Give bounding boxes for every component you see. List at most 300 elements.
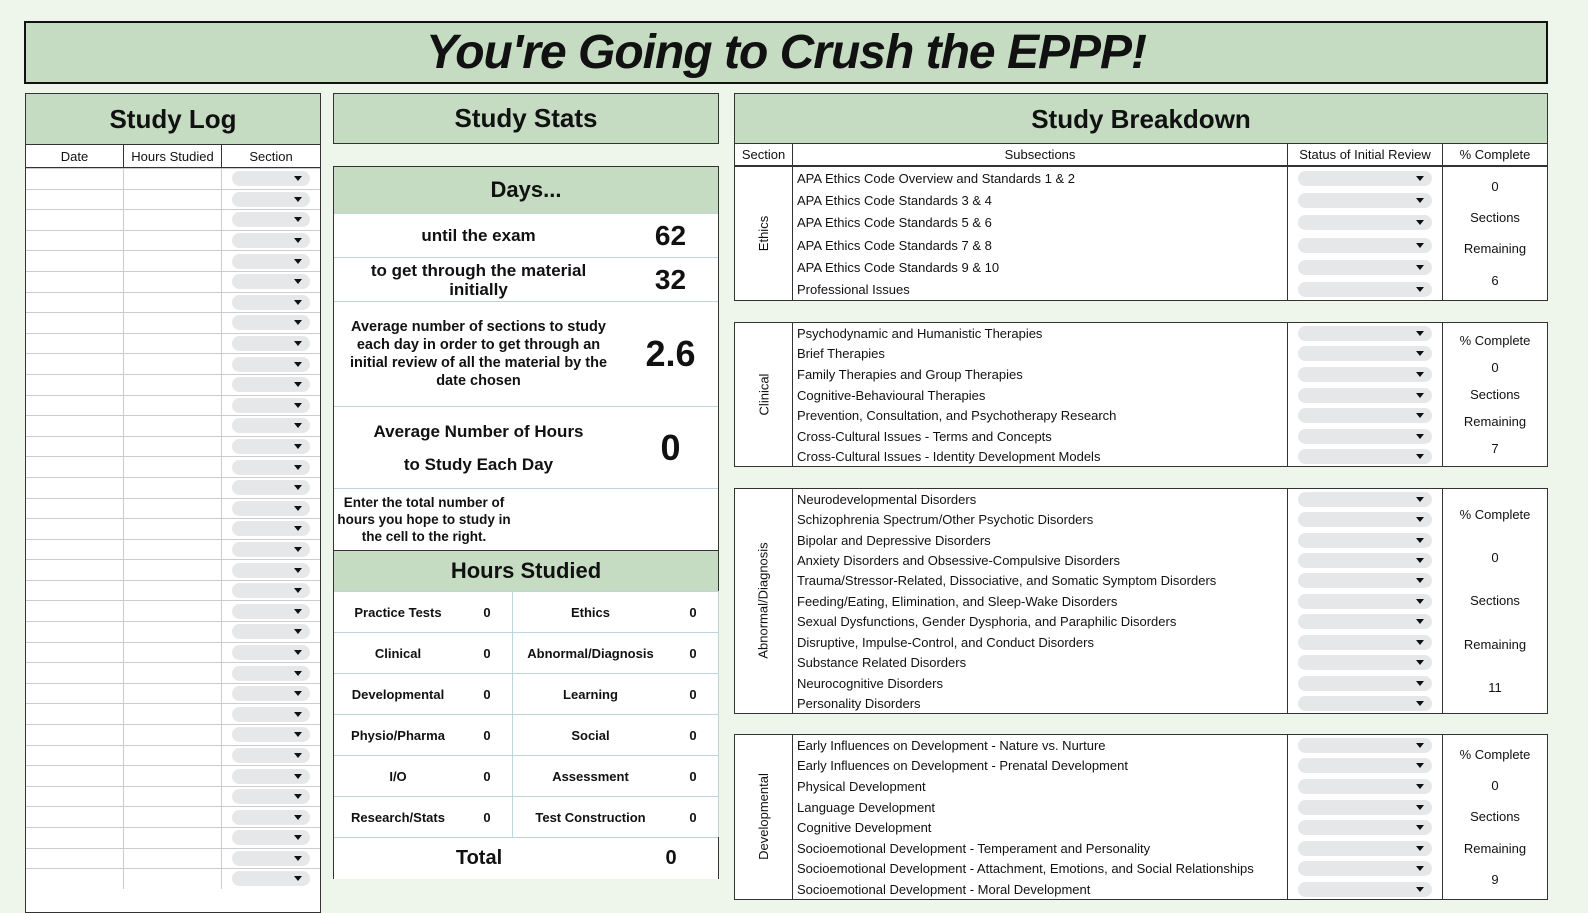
status-cell xyxy=(1288,323,1442,344)
status-cell xyxy=(1288,167,1442,189)
section-cell xyxy=(222,581,320,601)
date-cell[interactable] xyxy=(26,601,124,621)
subsection-item: APA Ethics Code Standards 7 & 8 xyxy=(797,237,992,253)
hours-cell[interactable] xyxy=(124,540,222,560)
percent-complete-cell xyxy=(1443,167,1547,300)
remaining-label: Remaining xyxy=(1463,636,1527,652)
section-dropdown[interactable] xyxy=(232,480,310,495)
section-cell xyxy=(222,396,320,416)
date-cell[interactable] xyxy=(26,457,124,477)
section-dropdown[interactable] xyxy=(232,871,310,886)
hours-category-label: Clinical xyxy=(374,645,422,661)
status-dropdown[interactable] xyxy=(1298,553,1432,568)
subsection-item: Cognitive-Behavioural Therapies xyxy=(797,387,986,403)
section-cell xyxy=(222,766,320,786)
column-hours-studied: Hours Studied xyxy=(124,145,222,167)
table-row xyxy=(26,868,320,889)
date-cell[interactable] xyxy=(26,416,124,436)
status-dropdown[interactable] xyxy=(1298,614,1432,629)
hours-cell[interactable] xyxy=(124,416,222,436)
section-dropdown[interactable] xyxy=(232,707,310,722)
status-dropdown[interactable] xyxy=(1298,676,1432,691)
section-dropdown[interactable] xyxy=(232,645,310,660)
status-cell xyxy=(1288,489,1442,509)
pct-label: % Complete xyxy=(1459,507,1531,523)
section-label: Ethics xyxy=(756,215,771,252)
status-cell xyxy=(1288,405,1442,426)
subsection-item: Sexual Dysfunctions, Gender Dysphoria, and Paraphilic Disorders xyxy=(797,614,1177,630)
section-dropdown[interactable] xyxy=(232,501,310,516)
table-row xyxy=(26,292,320,313)
date-cell[interactable] xyxy=(26,396,124,416)
status-dropdown[interactable] xyxy=(1298,171,1432,186)
status-cell xyxy=(1288,571,1442,591)
status-cell xyxy=(1288,509,1442,529)
status-dropdown[interactable] xyxy=(1298,492,1432,507)
section-dropdown[interactable] xyxy=(232,171,310,186)
section-dropdown[interactable] xyxy=(232,295,310,310)
section-dropdown[interactable] xyxy=(232,748,310,763)
table-row xyxy=(26,312,320,333)
hours-category-value: 0 xyxy=(689,768,697,784)
hours-category-label: Test Construction xyxy=(535,809,646,825)
status-column xyxy=(1288,323,1443,466)
section-cell xyxy=(222,457,320,477)
subsections-column xyxy=(793,735,1288,899)
status-dropdown[interactable] xyxy=(1298,696,1432,711)
section-cell xyxy=(222,190,320,210)
get-through-label: to get through the material initially xyxy=(370,260,587,299)
subsection-item: Schizophrenia Spectrum/Other Psychotic Disorders xyxy=(797,512,1094,528)
status-dropdown[interactable] xyxy=(1298,408,1432,423)
hours-category-label: Practice Tests xyxy=(354,604,442,620)
until-exam-label: until the exam xyxy=(421,226,536,245)
hours-cell[interactable] xyxy=(124,190,222,210)
status-dropdown[interactable] xyxy=(1298,738,1432,753)
hours-cell[interactable] xyxy=(124,437,222,457)
date-cell[interactable] xyxy=(26,499,124,519)
subsection-item: APA Ethics Code Overview and Standards 1 & 2 xyxy=(797,170,1075,186)
enter-hours-row xyxy=(334,488,718,550)
status-cell xyxy=(1288,212,1442,234)
date-cell[interactable] xyxy=(26,622,124,642)
hours-cell[interactable] xyxy=(124,684,222,704)
hours-category-value: 0 xyxy=(689,727,697,743)
page-title: You're Going to Crush the EPPP! xyxy=(24,21,1548,84)
date-cell[interactable] xyxy=(26,581,124,601)
status-dropdown[interactable] xyxy=(1298,388,1432,403)
subsections-column xyxy=(793,167,1288,300)
hours-category-label: Research/Stats xyxy=(351,809,445,825)
hours-category-value: 0 xyxy=(483,686,491,702)
sections-label: Sections xyxy=(1470,210,1520,226)
pct-label: % Complete xyxy=(1459,747,1531,763)
status-dropdown[interactable] xyxy=(1298,367,1432,382)
table-row xyxy=(26,559,320,580)
status-cell xyxy=(1288,612,1442,632)
status-dropdown[interactable] xyxy=(1298,820,1432,835)
hours-cell[interactable] xyxy=(124,766,222,786)
section-label-cell xyxy=(735,735,793,899)
table-row xyxy=(26,765,320,786)
date-cell[interactable] xyxy=(26,787,124,807)
status-cell xyxy=(1288,797,1442,818)
remaining: 6 xyxy=(1491,272,1499,288)
hours-category xyxy=(513,673,719,714)
status-dropdown[interactable] xyxy=(1298,326,1432,341)
remaining-label: Remaining xyxy=(1463,414,1527,430)
column-section: Section xyxy=(735,144,793,165)
section-dropdown[interactable] xyxy=(232,686,310,701)
section-dropdown[interactable] xyxy=(232,418,310,433)
subsection-item: Brief Therapies xyxy=(797,346,885,362)
study-stats-header: Study Stats xyxy=(333,93,719,144)
status-dropdown[interactable] xyxy=(1298,841,1432,856)
section-dropdown[interactable] xyxy=(232,460,310,475)
hours-category xyxy=(334,714,513,755)
status-cell xyxy=(1288,817,1442,838)
section-label-cell xyxy=(735,167,793,300)
section-dropdown[interactable] xyxy=(232,521,310,536)
status-cell xyxy=(1288,234,1442,256)
subsection-item: Language Development xyxy=(797,799,936,815)
hours-cell[interactable] xyxy=(124,354,222,374)
status-dropdown[interactable] xyxy=(1298,655,1432,670)
subsection-item: Substance Related Disorders xyxy=(797,655,967,671)
section-cell xyxy=(222,684,320,704)
subsection-item: Feeding/Eating, Elimination, and Sleep-Wake Disorders xyxy=(797,593,1118,609)
until-exam-value[interactable]: 62 xyxy=(654,219,687,251)
pct: 0 xyxy=(1491,778,1499,794)
hours-category xyxy=(513,796,719,837)
section-dropdown[interactable] xyxy=(232,810,310,825)
date-cell[interactable] xyxy=(26,519,124,539)
status-dropdown[interactable] xyxy=(1298,193,1432,208)
table-row xyxy=(26,168,320,189)
study-stats-panel xyxy=(333,166,719,879)
remaining: 11 xyxy=(1488,679,1502,695)
avg-sections-value: 2.6 xyxy=(645,333,696,374)
status-cell xyxy=(1288,693,1442,713)
hours-cell[interactable] xyxy=(124,231,222,251)
section-dropdown[interactable] xyxy=(232,583,310,598)
section-cell xyxy=(222,210,320,230)
date-cell[interactable] xyxy=(26,251,124,271)
status-dropdown[interactable] xyxy=(1298,260,1432,275)
status-cell xyxy=(1288,838,1442,859)
status-cell xyxy=(1288,344,1442,365)
hours-cell[interactable] xyxy=(124,560,222,580)
date-cell[interactable] xyxy=(26,210,124,230)
section-cell xyxy=(222,293,320,313)
table-row xyxy=(26,518,320,539)
hours-cell[interactable] xyxy=(124,849,222,869)
section-dropdown[interactable] xyxy=(232,563,310,578)
subsection-item: Cognitive Development xyxy=(797,820,932,836)
date-cell[interactable] xyxy=(26,313,124,333)
status-dropdown[interactable] xyxy=(1298,594,1432,609)
date-cell[interactable] xyxy=(26,272,124,292)
hours-category xyxy=(334,755,513,796)
status-dropdown[interactable] xyxy=(1298,758,1432,773)
hours-cell[interactable] xyxy=(124,746,222,766)
hours-category-label: Abnormal/Diagnosis xyxy=(527,645,654,661)
date-cell[interactable] xyxy=(26,643,124,663)
section-label: Clinical xyxy=(756,373,771,416)
date-cell[interactable] xyxy=(26,293,124,313)
hours-category-label: Ethics xyxy=(570,604,610,620)
section-cell xyxy=(222,251,320,271)
date-cell[interactable] xyxy=(26,354,124,374)
hours-cell[interactable] xyxy=(124,869,222,889)
table-row xyxy=(26,827,320,848)
section-cell xyxy=(222,663,320,683)
section-dropdown[interactable] xyxy=(232,542,310,557)
hours-category-value: 0 xyxy=(689,809,697,825)
status-column xyxy=(1288,167,1443,300)
section-dropdown[interactable] xyxy=(232,830,310,845)
pct: 0 xyxy=(1491,550,1499,566)
status-cell xyxy=(1288,632,1442,652)
hours-cell[interactable] xyxy=(124,478,222,498)
hours-cell[interactable] xyxy=(124,704,222,724)
section-dropdown[interactable] xyxy=(232,398,310,413)
date-cell[interactable] xyxy=(26,828,124,848)
date-cell[interactable] xyxy=(26,684,124,704)
hours-cell[interactable] xyxy=(124,581,222,601)
section-dropdown[interactable] xyxy=(232,315,310,330)
get-through-value: 32 xyxy=(654,263,687,295)
hours-category-label: Learning xyxy=(563,686,618,702)
status-dropdown[interactable] xyxy=(1298,238,1432,253)
total-row xyxy=(334,837,718,879)
hours-cell[interactable] xyxy=(124,601,222,621)
hours-cell[interactable] xyxy=(124,334,222,354)
hours-category-value: 0 xyxy=(689,645,697,661)
hours-category-label: Physio/Pharma xyxy=(351,727,445,743)
subsection-item: Cross-Cultural Issues - Identity Development Models xyxy=(797,449,1101,465)
section-cell xyxy=(222,560,320,580)
section-dropdown[interactable] xyxy=(232,254,310,269)
status-dropdown[interactable] xyxy=(1298,215,1432,230)
section-cell xyxy=(222,519,320,539)
status-dropdown[interactable] xyxy=(1298,533,1432,548)
status-dropdown[interactable] xyxy=(1298,861,1432,876)
subsection-item: Neurocognitive Disorders xyxy=(797,675,943,691)
status-dropdown[interactable] xyxy=(1298,282,1432,297)
hours-category xyxy=(334,796,513,837)
section-dropdown[interactable] xyxy=(232,212,310,227)
section-cell xyxy=(222,334,320,354)
subsection-item: APA Ethics Code Standards 9 & 10 xyxy=(797,259,1000,275)
section-dropdown[interactable] xyxy=(232,851,310,866)
date-cell[interactable] xyxy=(26,437,124,457)
status-cell xyxy=(1288,591,1442,611)
table-row xyxy=(26,415,320,436)
subsection-item: Bipolar and Depressive Disorders xyxy=(797,532,991,548)
section-cell xyxy=(222,437,320,457)
breakdown-block-clinical xyxy=(734,322,1548,467)
breakdown-column-headers xyxy=(734,143,1548,166)
status-cell xyxy=(1288,735,1442,756)
date-cell[interactable] xyxy=(26,231,124,251)
hours-cell[interactable] xyxy=(124,457,222,477)
status-dropdown[interactable] xyxy=(1298,429,1432,444)
section-dropdown[interactable] xyxy=(232,727,310,742)
section-cell xyxy=(222,540,320,560)
status-dropdown[interactable] xyxy=(1298,346,1432,361)
date-cell[interactable] xyxy=(26,540,124,560)
date-cell[interactable] xyxy=(26,190,124,210)
avg-hours-label xyxy=(334,415,623,481)
avg-hours-label-line1: Average Number of Hours xyxy=(373,421,584,441)
section-cell xyxy=(222,807,320,827)
date-cell[interactable] xyxy=(26,766,124,786)
column-subsections: Subsections xyxy=(793,144,1288,165)
subsection-item: Socioemotional Development - Attachment, Emotions, and Social Relationships xyxy=(797,861,1254,877)
table-row xyxy=(26,333,320,354)
date-cell[interactable] xyxy=(26,849,124,869)
section-cell xyxy=(222,869,320,889)
section-dropdown[interactable] xyxy=(232,274,310,289)
table-row xyxy=(26,580,320,601)
table-row xyxy=(26,848,320,869)
hours-cell[interactable] xyxy=(124,663,222,683)
section-dropdown[interactable] xyxy=(232,604,310,619)
status-dropdown[interactable] xyxy=(1298,449,1432,464)
status-dropdown[interactable] xyxy=(1298,512,1432,527)
until-exam-row xyxy=(334,213,718,257)
date-cell[interactable] xyxy=(26,478,124,498)
study-breakdown-header: Study Breakdown xyxy=(734,93,1548,144)
avg-sections-row xyxy=(334,301,718,406)
avg-hours-row xyxy=(334,406,718,488)
hours-category xyxy=(334,673,513,714)
section-dropdown[interactable] xyxy=(232,192,310,207)
remaining: 7 xyxy=(1491,441,1499,457)
sections-label: Sections xyxy=(1470,593,1520,609)
section-label: Abnormal/Diagnosis xyxy=(756,542,771,660)
date-cell[interactable] xyxy=(26,807,124,827)
hours-cell[interactable] xyxy=(124,828,222,848)
percent-complete-cell xyxy=(1443,735,1547,899)
subsections-column xyxy=(793,489,1288,713)
date-cell[interactable] xyxy=(26,746,124,766)
section-dropdown[interactable] xyxy=(232,624,310,639)
hours-cell[interactable] xyxy=(124,807,222,827)
status-cell xyxy=(1288,550,1442,570)
subsection-item: Psychodynamic and Humanistic Therapies xyxy=(797,325,1043,341)
subsection-item: Socioemotional Development - Temperament and Personality xyxy=(797,840,1151,856)
hours-cell[interactable] xyxy=(124,396,222,416)
hours-cell[interactable] xyxy=(124,622,222,642)
date-cell[interactable] xyxy=(26,704,124,724)
hours-cell[interactable] xyxy=(124,519,222,539)
section-dropdown[interactable] xyxy=(232,233,310,248)
table-row xyxy=(26,477,320,498)
status-cell xyxy=(1288,879,1442,900)
percent-complete-cell xyxy=(1443,489,1547,713)
hours-cell[interactable] xyxy=(124,272,222,292)
table-row xyxy=(26,600,320,621)
subsection-item: Cross-Cultural Issues - Terms and Concepts xyxy=(797,428,1052,444)
section-dropdown[interactable] xyxy=(232,357,310,372)
hours-cell[interactable] xyxy=(124,725,222,745)
section-dropdown[interactable] xyxy=(232,769,310,784)
status-cell xyxy=(1288,859,1442,880)
hours-cell[interactable] xyxy=(124,293,222,313)
pct-label: % Complete xyxy=(1459,333,1531,349)
status-dropdown[interactable] xyxy=(1298,779,1432,794)
subsection-item: Neurodevelopmental Disorders xyxy=(797,491,977,507)
sections-label: Sections xyxy=(1470,387,1520,403)
status-dropdown[interactable] xyxy=(1298,800,1432,815)
date-cell[interactable] xyxy=(26,663,124,683)
avg-hours-label-line2: to Study Each Day xyxy=(403,454,554,474)
subsection-item: Early Influences on Development - Nature vs. Nurture xyxy=(797,737,1106,753)
hours-category-label: Social xyxy=(571,727,610,743)
date-cell[interactable] xyxy=(26,375,124,395)
section-cell xyxy=(222,704,320,724)
date-cell[interactable] xyxy=(26,869,124,889)
status-dropdown[interactable] xyxy=(1298,573,1432,588)
avg-hours-value: 0 xyxy=(660,426,681,468)
pct: 0 xyxy=(1491,360,1499,376)
table-row xyxy=(26,271,320,292)
get-through-row xyxy=(334,257,718,301)
table-row xyxy=(26,703,320,724)
hours-cell[interactable] xyxy=(124,169,222,189)
breakdown-block-developmental xyxy=(734,734,1548,900)
status-dropdown[interactable] xyxy=(1298,882,1432,897)
date-cell[interactable] xyxy=(26,725,124,745)
status-cell xyxy=(1288,426,1442,447)
hours-cell[interactable] xyxy=(124,787,222,807)
table-row xyxy=(26,374,320,395)
remaining-label: Remaining xyxy=(1463,840,1527,856)
table-row xyxy=(26,436,320,457)
hours-cell[interactable] xyxy=(124,210,222,230)
hours-cell[interactable] xyxy=(124,499,222,519)
section-cell xyxy=(222,828,320,848)
subsection-item: Prevention, Consultation, and Psychotherapy Research xyxy=(797,408,1117,424)
section-dropdown[interactable] xyxy=(232,336,310,351)
section-dropdown[interactable] xyxy=(232,789,310,804)
total-value: 0 xyxy=(665,847,677,869)
hours-category-value: 0 xyxy=(689,686,697,702)
hours-cell[interactable] xyxy=(124,313,222,333)
status-cell xyxy=(1288,530,1442,550)
section-dropdown[interactable] xyxy=(232,439,310,454)
section-dropdown[interactable] xyxy=(232,666,310,681)
date-cell[interactable] xyxy=(26,334,124,354)
section-cell xyxy=(222,622,320,642)
section-cell xyxy=(222,169,320,189)
status-dropdown[interactable] xyxy=(1298,635,1432,650)
date-cell[interactable] xyxy=(26,560,124,580)
date-cell[interactable] xyxy=(26,169,124,189)
status-cell xyxy=(1288,364,1442,385)
hours-cell[interactable] xyxy=(124,375,222,395)
target-hours-input[interactable] xyxy=(514,489,718,550)
section-dropdown[interactable] xyxy=(232,377,310,392)
hours-category-value: 0 xyxy=(483,604,491,620)
breakdown-block-ethics xyxy=(734,166,1548,301)
section-cell xyxy=(222,231,320,251)
hours-category xyxy=(513,755,719,796)
hours-cell[interactable] xyxy=(124,251,222,271)
hours-cell[interactable] xyxy=(124,643,222,663)
